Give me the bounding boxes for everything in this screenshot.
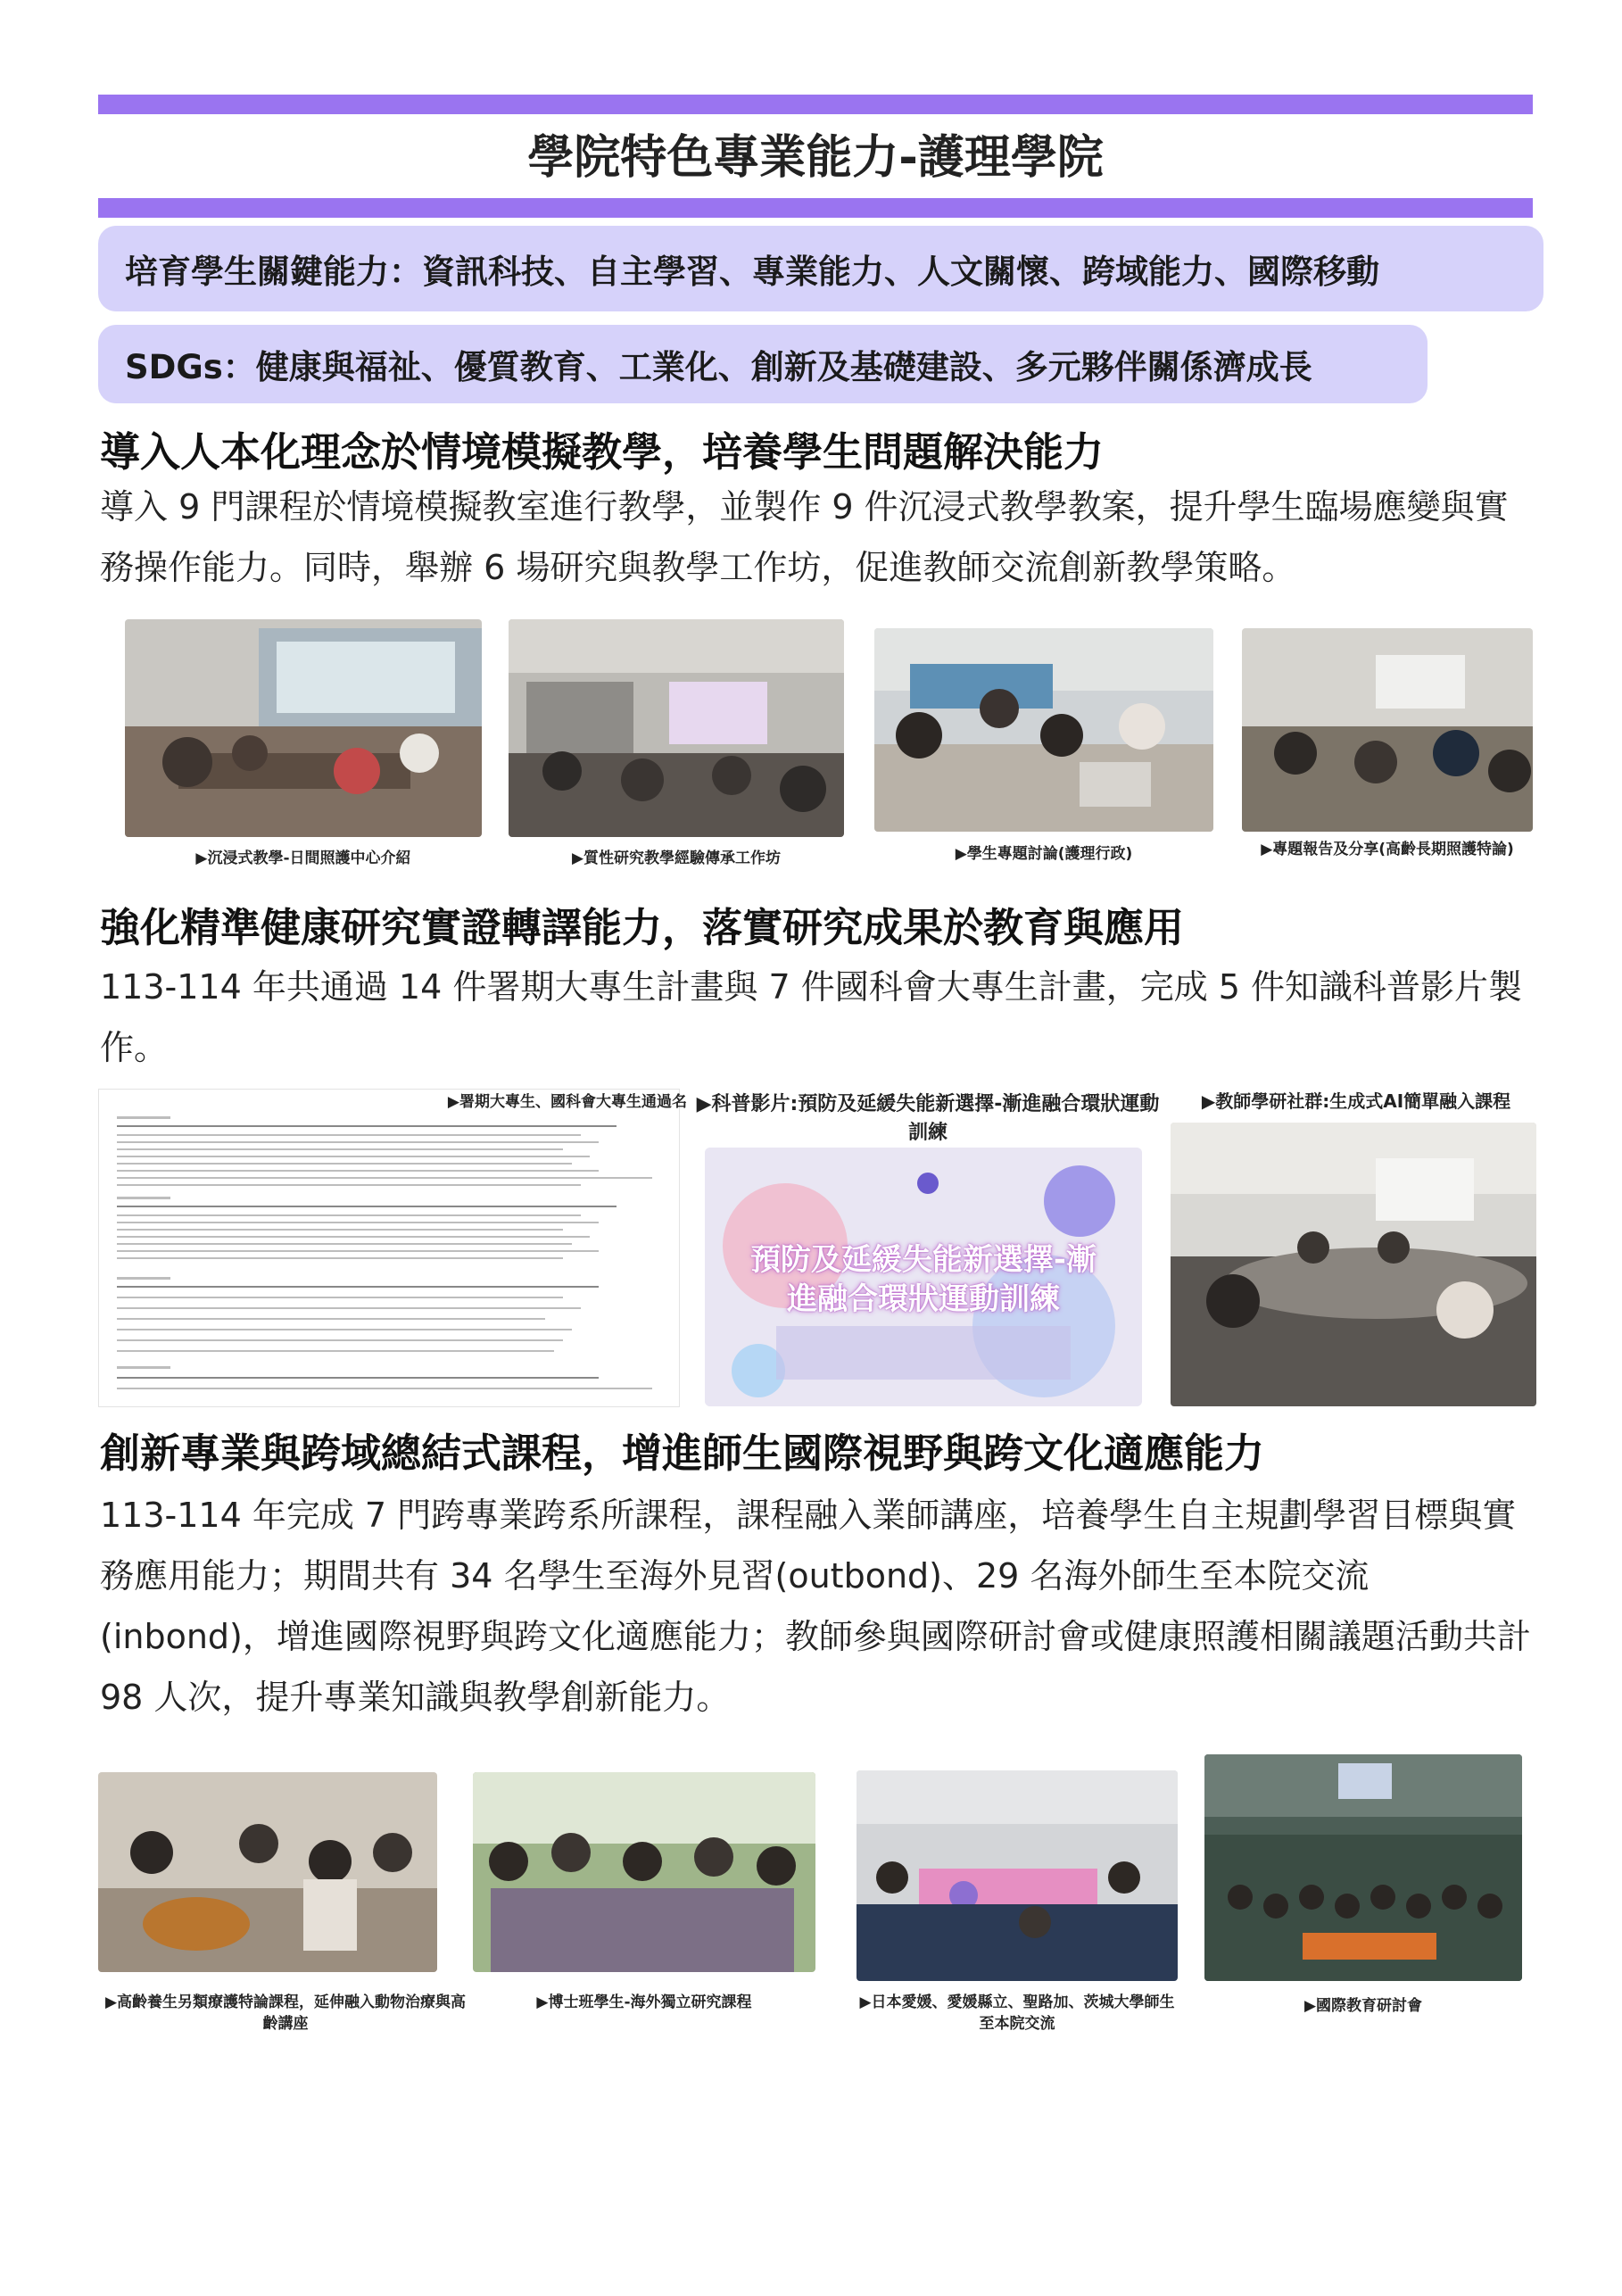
page-title: 學院特色專業能力-護理學院 [527,131,1104,185]
table-caption: ▶署期大專生、國科會大專生通過名 [447,1093,687,1111]
section-heading: 創新專業與跨域總結式課程，增進師生國際視野與跨文化適應能力 [100,1430,1265,1477]
sdgs-text: SDGs：健康與福祉、優質教育、工業化、創新及基礎建設、多元夥伴關係濟成長 [125,348,1312,386]
photo-faculty-ai-community [1171,1123,1536,1406]
section-body: 113-114 年完成 7 門跨專業跨系所課程，課程融入業師講座，培養學生自主規劃學習目標與實務應用能力；期間共有 34 名學生至海外見習(outbond)、29 名海外師生至本院交流(inbond)，增進國際視野與跨文化適應能力；教師參與國際研討會或健康照護相關議題活動共計 98 人次，提升專業知識與教學創新能力。 [100,1496,1531,1717]
photo-caption: ▶學生專題討論(護理行政) [955,845,1133,863]
video-thumbnail [705,1148,1142,1406]
section-body: 113-114 年共通過 14 件署期大專生計畫與 7 件國科會大專生計畫，完成 5 件知識科普影片製作。 [100,967,1523,1067]
photo-caption: ▶沉浸式教學-日間照護中心介紹 [195,850,411,867]
photo-qualitative-workshop [509,619,844,837]
photo-caption: ▶國際教育研討會 [1303,1997,1423,2015]
photo-caption: ▶質性研究教學經驗傳承工作坊 [571,850,782,867]
photo-topic-report [1242,628,1533,832]
top-accent-bar [98,95,1533,114]
section-heading: 導入人本化理念於情境模擬教學，培養學生問題解決能力 [100,428,1105,476]
section-heading: 強化精準健康研究實證轉譯能力，落實研究成果於教育與應用 [100,904,1185,951]
photo-animal-therapy-course [98,1772,437,1972]
title-underline-bar [98,198,1533,218]
sdgs-banner [98,325,1428,403]
key-abilities-text: 培育學生關鍵能力：資訊科技、自主學習、專業能力、人文關懷、跨域能力、國際移動 [125,253,1379,291]
photo-caption: ▶高齡養生另類療護特論課程，延伸融入動物治療與高齡講座 [104,1993,467,2033]
key-abilities-banner [98,226,1543,311]
photo-caption: ▶博士班學生-海外獨立研究課程 [536,1993,752,2011]
photo-japan-exchange-group [857,1770,1178,1981]
photo-phd-overseas-course [473,1772,815,1972]
photo-caption: ▶專題報告及分享(高齡長期照護特論) [1261,841,1514,858]
photo-international-seminar [1204,1754,1522,1981]
section-body: 導入 9 門課程於情境模擬教室進行教學，並製作 9 件沉浸式教學教案，提升學生臨場應變與實務操作能力。同時，舉辦 6 場研究與教學工作坊，促進教師交流創新教學策略。 [100,487,1509,587]
club-caption: ▶教師學研社群:生成式AI簡單融入課程 [1201,1090,1511,1112]
photo-caption: ▶日本愛媛、愛媛縣立、聖路加、茨城大學師生至本院交流 [859,1993,1175,2033]
photo-student-discussion [874,628,1213,832]
video-title-overlay: 預防及延緩失能新選擇-漸進融合環狀運動訓練 [749,1242,1097,1317]
project-list-table-image [98,1089,680,1407]
photo-immersive-teaching [125,619,482,837]
video-caption: ▶科普影片:預防及延緩失能新選擇-漸進融合環狀運動訓練 [696,1093,1160,1144]
